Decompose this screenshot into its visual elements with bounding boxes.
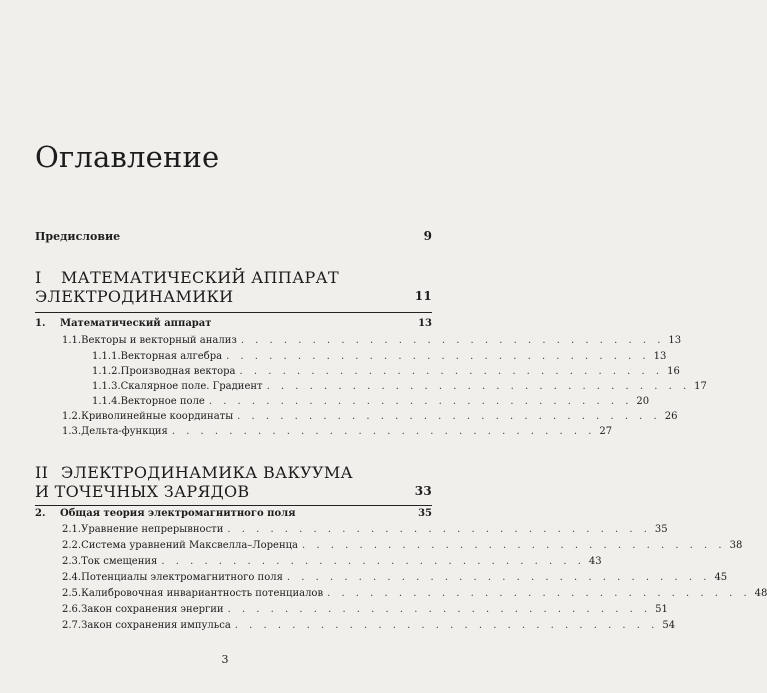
leader-dots: . . . . . . . . . . . . . . . . . . . . . . . . . . . . . . xyxy=(234,620,659,631)
toc-entry-number: 1.2. xyxy=(62,411,82,422)
leader-dots: . . . . . . . . . . . . . . . . . . . . . . . . . . . . . . xyxy=(208,396,633,407)
toc-entry-label: Векторное поле xyxy=(120,396,205,407)
leader-dots: . . . . . . . . . . . . . . . . . . . . . . . . . . . . . . xyxy=(266,381,691,392)
leader-dots: . . . . . . . . . . . . . . . . . . . . . . . . . . . . . . xyxy=(226,351,650,362)
part-title-line1 xyxy=(35,268,432,287)
toc-entry-number: 1.1.1. xyxy=(92,351,121,362)
toc-entry-page: 26 xyxy=(664,411,678,422)
leader-dots: . . . . . . . . . . . . . . . . . . . . . . . . . . . . . . xyxy=(240,335,665,346)
toc-entry-label: Математический аппарат xyxy=(60,318,212,329)
toc-entry[interactable] xyxy=(62,556,602,567)
toc-entry-page: 38 xyxy=(729,540,743,551)
toc-entry-number: 2.2. xyxy=(62,540,82,551)
toc-entry-label: Векторы и векторный анализ xyxy=(81,335,237,346)
toc-entry-label: Калибровочная инвариантность потенциалов xyxy=(81,588,324,599)
toc-entry[interactable] xyxy=(62,540,743,551)
toc-entry-number: 1.3. xyxy=(62,426,82,437)
toc-entry-page: 45 xyxy=(714,572,728,583)
toc-entry-page: 35 xyxy=(418,508,432,519)
part-title-text: ЭЛЕКТРОДИНАМИКА ВАКУУМА xyxy=(61,463,353,482)
page-number: 3 xyxy=(221,653,229,666)
toc-entry-page: 20 xyxy=(636,396,650,407)
toc-entry-label: Система уравнений Максвелла–Лоренца xyxy=(81,540,299,551)
toc-entry-label: Дельта-функция xyxy=(81,426,168,437)
toc-entry-label: Производная вектора xyxy=(120,366,236,377)
toc-entry[interactable] xyxy=(62,335,682,346)
toc-chapter-2[interactable] xyxy=(35,508,432,519)
toc-entry-number: 1.1.4. xyxy=(92,396,121,407)
toc-entry-page: 54 xyxy=(662,620,676,631)
toc-entry-label: Предисловие xyxy=(35,230,121,243)
toc-part-page: 11 xyxy=(414,289,432,303)
toc-entry-number: 2.7. xyxy=(62,620,82,631)
leader-dots: . . . . . . . . . . . . . . . . . . . . . . . . . . . . . . xyxy=(161,556,585,567)
toc-entry-label: Закон сохранения энергии xyxy=(81,604,224,615)
toc-entry-label: Криволинейные координаты xyxy=(81,411,234,422)
toc-entry-number: 2. xyxy=(35,508,46,519)
toc-entry-number: 2.5. xyxy=(62,588,82,599)
toc-part-1[interactable] xyxy=(35,268,432,306)
toc-entry-number: 2.3. xyxy=(62,556,82,567)
toc-entry-page: 27 xyxy=(599,426,613,437)
toc-entry-number: 1. xyxy=(35,318,46,329)
toc-entry[interactable] xyxy=(62,524,668,535)
toc-entry-page: 9 xyxy=(423,229,432,243)
toc-entry-page: 48 xyxy=(754,588,767,599)
toc-entry[interactable] xyxy=(62,620,676,631)
toc-entry[interactable] xyxy=(92,351,667,362)
toc-entry-page: 35 xyxy=(654,524,668,535)
leader-dots: . . . . . . . . . . . . . . . . . . . . . . . . . . . . . . xyxy=(286,572,711,583)
toc-entry[interactable] xyxy=(62,426,613,437)
leader-dots: . . . . . . . . . . . . . . . . . . . . . . . . . . . . . . xyxy=(237,411,661,422)
divider xyxy=(35,312,432,313)
toc-entry-number: 2.4. xyxy=(62,572,82,583)
toc-entry-label: Векторная алгебра xyxy=(120,351,223,362)
toc-entry-label: Потенциалы электромагнитного поля xyxy=(81,572,283,583)
toc-entry-page: 51 xyxy=(655,604,668,615)
toc-part-page: 33 xyxy=(414,484,432,498)
toc-entry-page: 13 xyxy=(668,335,682,346)
toc-entry[interactable] xyxy=(62,411,678,422)
leader-dots: . . . . . . . . . . . . . . . . . . . . . . . . . . . . . . xyxy=(227,604,652,615)
toc-entry[interactable] xyxy=(62,604,668,615)
toc-entry-number: 2.6. xyxy=(62,604,82,615)
toc-entry-page: 43 xyxy=(588,556,602,567)
toc-entry-page: 17 xyxy=(694,381,707,392)
toc-entry[interactable] xyxy=(62,588,767,599)
page-title: Оглавление xyxy=(35,140,220,174)
toc-entry-page: 16 xyxy=(667,366,680,377)
toc-entry-label: Закон сохранения импульса xyxy=(81,620,231,631)
toc-entry-label: Скалярное поле. Градиент xyxy=(120,381,263,392)
toc-chapter-1[interactable] xyxy=(35,318,432,329)
toc-entry-label: Уравнение непрерывности xyxy=(81,524,224,535)
toc-entry-label: Общая теория электромагнитного поля xyxy=(60,508,296,519)
part-number: II xyxy=(35,463,49,482)
part-title-line2: И ТОЧЕЧНЫХ ЗАРЯДОВ xyxy=(35,482,250,501)
toc-entry-page: 13 xyxy=(418,318,432,329)
divider xyxy=(35,505,432,506)
part-title-line1 xyxy=(35,463,432,482)
toc-entry-number: 2.1. xyxy=(62,524,82,535)
leader-dots: . . . . . . . . . . . . . . . . . . . . . . . . . . . . . . xyxy=(171,426,596,437)
toc-entry[interactable] xyxy=(92,381,707,392)
toc-part-2[interactable] xyxy=(35,463,432,501)
toc-entry-label: Ток смещения xyxy=(81,556,158,567)
toc-entry-number: 1.1.2. xyxy=(92,366,121,377)
leader-dots: . . . . . . . . . . . . . . . . . . . . . . . . . . . . . . xyxy=(302,540,726,551)
leader-dots: . . . . . . . . . . . . . . . . . . . . . . . . . . . . . . xyxy=(327,588,751,599)
toc-entry[interactable] xyxy=(62,572,728,583)
toc-entry-number: 1.1.3. xyxy=(92,381,121,392)
toc-entry-number: 1.1. xyxy=(62,335,82,346)
part-title-line2: ЭЛЕКТРОДИНАМИКИ xyxy=(35,287,234,306)
toc-entry-page: 13 xyxy=(653,351,667,362)
toc-entry[interactable] xyxy=(92,366,680,377)
leader-dots: . . . . . . . . . . . . . . . . . . . . . . . . . . . . . . xyxy=(239,366,664,377)
part-title-text: МАТЕМАТИЧЕСКИЙ АППАРАТ xyxy=(61,268,339,287)
leader-dots: . . . . . . . . . . . . . . . . . . . . . . . . . . . . . . xyxy=(227,524,651,535)
toc-entry-preface[interactable] xyxy=(35,229,432,243)
part-number: I xyxy=(35,268,42,287)
toc-entry[interactable] xyxy=(92,396,650,407)
